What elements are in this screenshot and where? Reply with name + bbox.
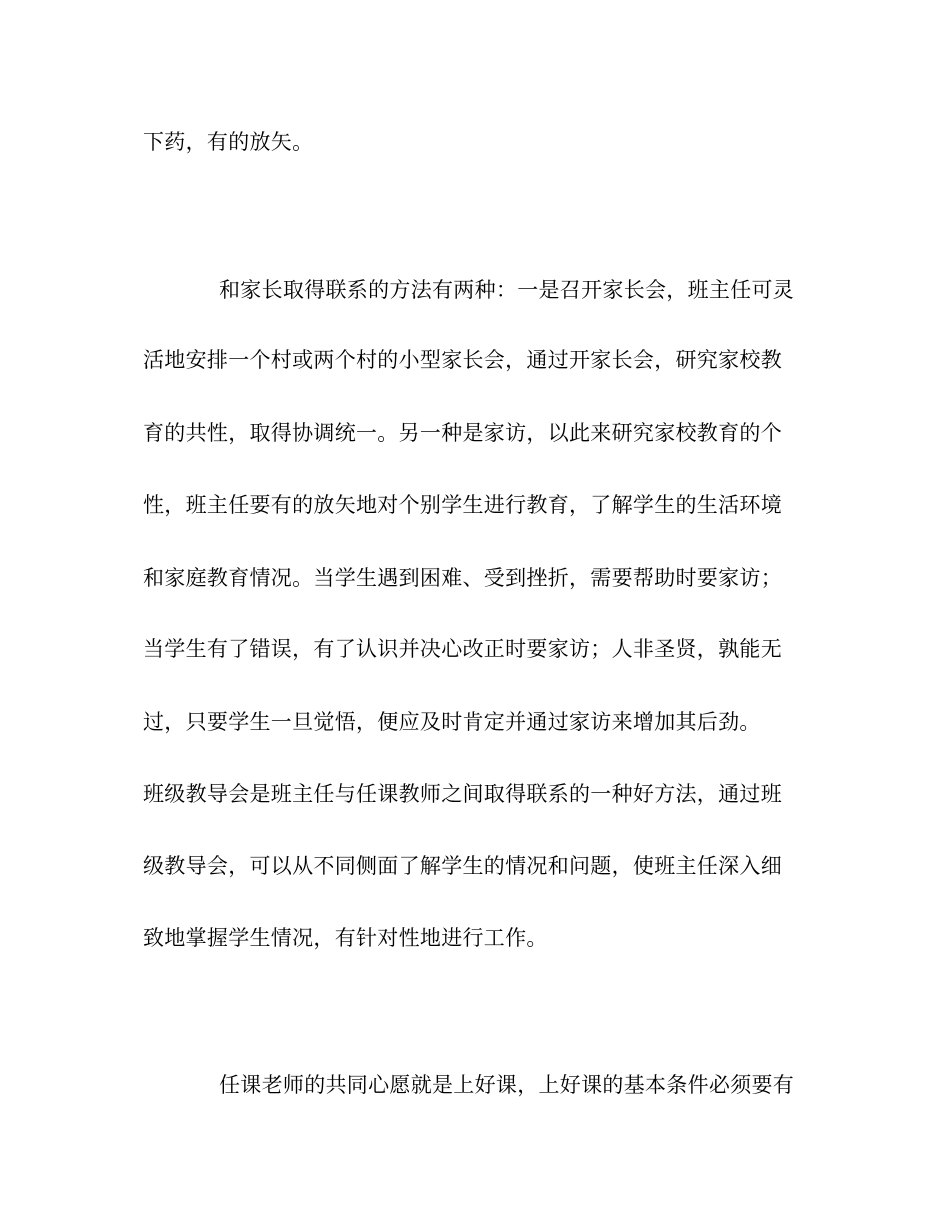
text-line: 活地安排一个村或两个村的小型家长会，通过开家长会，研究家校教 bbox=[143, 348, 782, 372]
text-line: 当学生有了错误，有了认识并决心改正时要家访；人非圣贤，孰能无 bbox=[143, 637, 782, 661]
text-line: 下药，有的放矢。 bbox=[143, 130, 314, 154]
paragraph-first-line: 和家长取得联系的方法有两种：一是召开家长会，班主任可灵 bbox=[219, 278, 795, 302]
text-line: 性，班主任要有的放矢地对个别学生进行教育，了解学生的生活环境 bbox=[143, 493, 782, 517]
text-line: 级教导会，可以从不同侧面了解学生的情况和问题，使班主任深入细 bbox=[143, 854, 782, 878]
text-line: 过，只要学生一旦觉悟，便应及时肯定并通过家访来增加其后劲。 bbox=[143, 710, 761, 734]
text-line: 和家庭教育情况。当学生遇到困难、受到挫折，需要帮助时要家访； bbox=[143, 566, 782, 590]
text-line: 班级教导会是班主任与任课教师之间取得联系的一种好方法，通过班 bbox=[143, 782, 782, 806]
paragraph-first-line: 任课老师的共同心愿就是上好课，上好课的基本条件必须要有 bbox=[219, 1073, 795, 1097]
text-line: 育的共性，取得协调统一。另一种是家访，以此来研究家校教育的个 bbox=[143, 421, 782, 445]
text-line: 致地掌握学生情况，有针对性地进行工作。 bbox=[143, 926, 548, 950]
